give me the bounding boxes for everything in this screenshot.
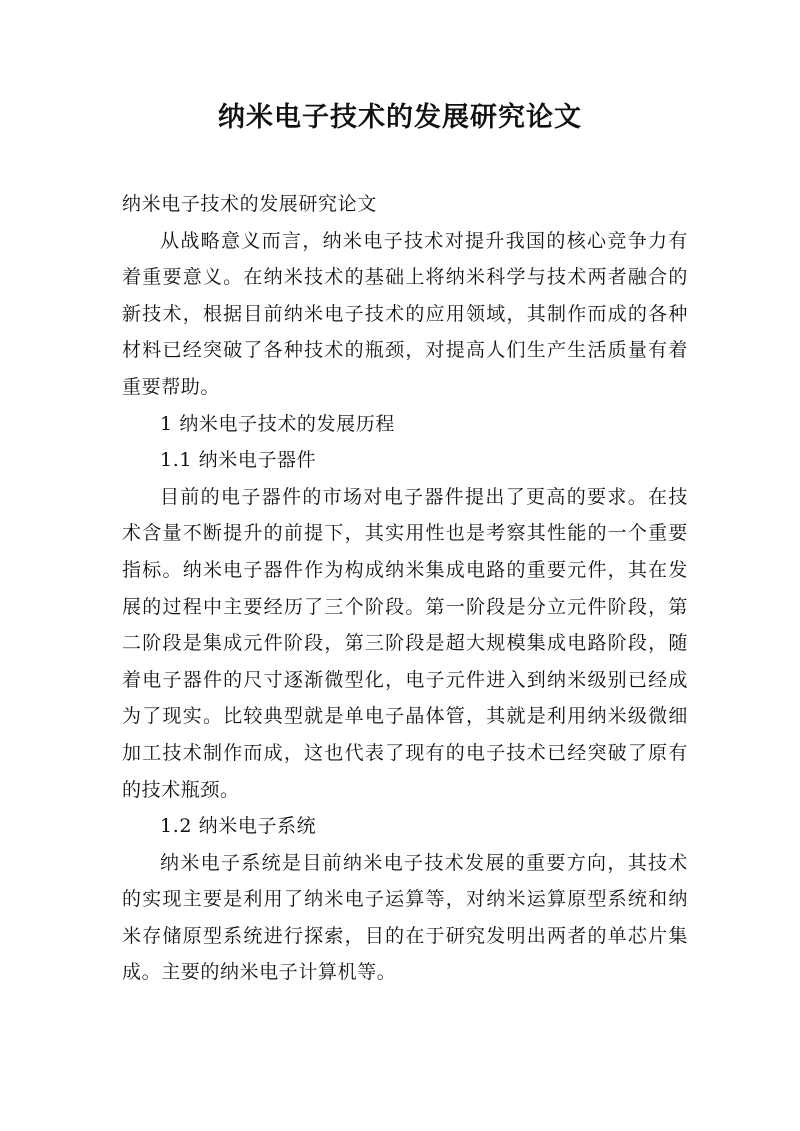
section-1-heading: 1 纳米电子技术的发展历程 — [160, 412, 395, 435]
section-1-1-paragraph: 目前的电子器件的市场对电子器件提出了更高的要求。在技术含量不断提升的前提下，其实用性也是考察其性能的一个重要指标。纳米电子器件作为构成纳米集成电路的重要元件，其在发展的过程中主要经历了三个阶段。第一阶段是分立元件阶段，第二阶段是集成元件阶段，第三阶段是超大规模集成电路阶段，随着电子器件的尺寸逐渐微型化，电子元件进入到纳米级别已经成为了现实。比较典型就是单电子晶体管，其就是利用纳米级微细加工技术制作而成，这也代表了现有的电子技术已经突破了原有的技术瓶颈。 — [122, 485, 688, 801]
section-1-2-heading: 1.2 纳米电子系统 — [160, 815, 317, 838]
intro-paragraph: 从战略意义而言，纳米电子技术对提升我国的核心竞争力有着重要意义。在纳米技术的基础上将纳米科学与技术两者融合的新技术，根据目前纳米电子技术的应用领域，其制作而成的各种材料已经突破了各种技术的瓶颈，对提高人们生产生活质量有着重要帮助。 — [122, 229, 688, 398]
section-1-1-heading: 1.1 纳米电子器件 — [160, 449, 317, 472]
section-1-2-paragraph: 纳米电子系统是目前纳米电子技术发展的重要方向，其技术的实现主要是利用了纳米电子运算等，对纳米运算原型系统和纳米存储原型系统进行探索，目的在于研究发明出两者的单芯片集成。主要的纳米电子计算机等。 — [122, 851, 688, 984]
document-subtitle: 纳米电子技术的发展研究论文 — [122, 193, 377, 215]
document-body — [122, 186, 688, 991]
document-title: 纳米电子技术的发展研究论文 — [218, 102, 582, 133]
